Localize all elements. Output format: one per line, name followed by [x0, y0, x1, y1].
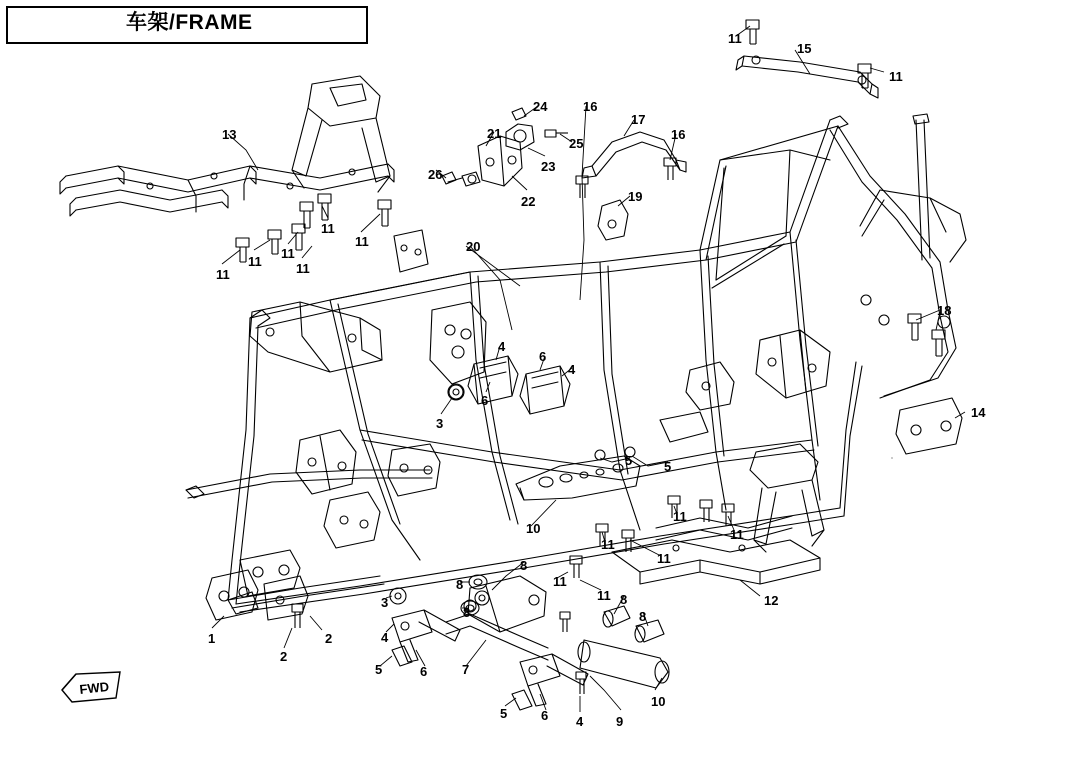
callout-21: 21: [487, 126, 502, 141]
callout-5: 5: [664, 459, 672, 474]
callout-10: 10: [526, 521, 541, 536]
callout-8: 8: [463, 605, 471, 620]
callout-17: 17: [631, 112, 646, 127]
callout-11: 11: [728, 31, 742, 46]
callout-8: 8: [620, 592, 628, 607]
callout-11: 11: [248, 254, 262, 269]
callout-6: 6: [541, 708, 549, 723]
callout-2: 2: [280, 649, 288, 664]
callout-5: 5: [375, 662, 383, 677]
callout-6: 6: [539, 349, 547, 364]
callout-14: 14: [971, 405, 986, 420]
callout-25: 25: [569, 136, 584, 151]
page-title: 车架/FRAME: [126, 11, 253, 34]
callout-11: 11: [889, 69, 903, 84]
callout-19: 19: [628, 189, 643, 204]
callout-16: 16: [671, 127, 686, 142]
callout-5: 5: [500, 706, 508, 721]
callout-11: 11: [730, 527, 744, 542]
callout-6: 6: [420, 664, 428, 679]
callout-18: 18: [937, 303, 952, 318]
callout-16: 16: [583, 99, 598, 114]
callout-11: 11: [657, 551, 671, 566]
callout-13: 13: [222, 127, 237, 142]
callout-9: 9: [616, 714, 624, 729]
callout-12: 12: [764, 593, 779, 608]
callout-3: 3: [381, 595, 389, 610]
callout-11: 11: [597, 588, 611, 603]
fwd-direction-marker: [58, 668, 130, 708]
callout-11: 11: [321, 221, 335, 236]
callout-8: 8: [520, 558, 528, 573]
svg-text:FWD: FWD: [78, 678, 110, 697]
callout-23: 23: [541, 159, 556, 174]
callout-7: 7: [462, 662, 470, 677]
callout-11: 11: [553, 574, 567, 589]
callout-24: 24: [533, 99, 548, 114]
callout-11: 11: [296, 261, 310, 276]
callout-15: 15: [797, 41, 812, 56]
callout-20: 20: [466, 239, 481, 254]
callout-4: 4: [498, 339, 506, 354]
callout-11: 11: [673, 509, 687, 524]
callout-11: 11: [281, 246, 295, 261]
callout-8: 8: [456, 577, 464, 592]
callout-11: 11: [355, 234, 369, 249]
callout-4: 4: [568, 362, 576, 377]
callout-1: 1: [208, 631, 216, 646]
callout-11: 11: [601, 537, 615, 552]
callout-11: 11: [216, 267, 230, 282]
callout-8: 8: [639, 609, 647, 624]
callout-26: 26: [428, 167, 443, 182]
callout-2: 2: [325, 631, 333, 646]
callout-4: 4: [576, 714, 584, 729]
callout-10: 10: [651, 694, 666, 709]
callout-4: 4: [381, 630, 389, 645]
callout-22: 22: [521, 194, 536, 209]
callout-6: 6: [481, 393, 489, 408]
callout-3: 3: [436, 416, 444, 431]
callout-5: 5: [625, 453, 633, 468]
